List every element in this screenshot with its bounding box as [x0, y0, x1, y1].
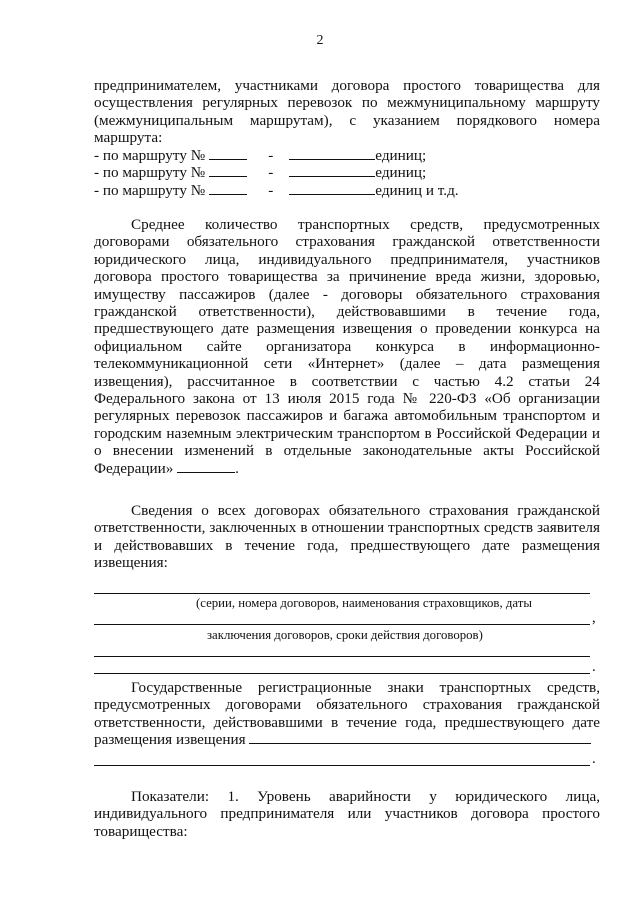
- route-suffix: единиц;: [375, 147, 427, 164]
- contracts-paragraph: Сведения о всех договорах обязательного страхования гражданской ответственности, заключенных в отношении транспортных средств заявителя и действовавших в течение года, предшествующего дате размещения извещения:: [94, 502, 600, 572]
- route-units-blank[interactable]: [289, 147, 375, 160]
- contracts-period: .: [592, 659, 596, 675]
- route-suffix: единиц и т.д.: [375, 181, 459, 199]
- contracts-line-3[interactable]: [94, 656, 590, 657]
- route-row-2: [94, 164, 600, 181]
- intro-paragraph: предпринимателем, участниками договора простого товарищества для осуществления регулярных перевозок по межмуниципальному маршруту (межмуниципальным маршрутам), с указанием порядкового номера маршрута:: [94, 77, 600, 147]
- route-units-blank[interactable]: [289, 164, 375, 177]
- route-prefix: - по маршруту №: [94, 147, 206, 164]
- route-row-1: [94, 147, 600, 164]
- route-dash: -: [268, 181, 274, 199]
- contracts-comma: ,: [592, 610, 596, 626]
- contracts-caption-1: (серии, номера договоров, наименования страховщиков, даты: [196, 596, 532, 610]
- contracts-line-4[interactable]: [94, 673, 590, 674]
- route-prefix: - по маршруту №: [94, 181, 206, 199]
- route-list: [94, 147, 600, 199]
- indicators-paragraph: Показатели: 1. Уровень аварийности у юридического лица, индивидуального предпринимателя или участников договора простого товарищества:: [94, 788, 600, 840]
- contracts-line-2[interactable]: [94, 624, 590, 625]
- route-units-blank[interactable]: [289, 182, 375, 195]
- registration-paragraph: [94, 679, 600, 749]
- page-number: 2: [316, 33, 324, 48]
- registration-text: Государственные регистрационные знаки транспортных средств, предусмотренных договорами обязательного страхования гражданской ответственности, действовавшими в течение года, предшествующего дате размещения извещения: [94, 679, 600, 749]
- route-dash: -: [268, 164, 274, 182]
- registration-period: .: [592, 751, 596, 767]
- contracts-caption-2: заключения договоров, сроки действия договоров): [207, 628, 483, 642]
- average-text: Среднее количество транспортных средств, предусмотренных договорами обязательного страхования гражданской ответственности юридического лица, индивидуального предпринимателя, участников договора простого товарищества за причинение вреда жизни, здоровью, имуществу пассажиров (далее - договоры обязательного страхования гражданской ответственности), действовавшими в течение года, предшествующего дате размещения извещения о проведении конкурса на официальном сайте организатора конкурса в информационно-телекоммуникационной сети «Интернет» (далее – дата размещения извещения), рассчитанное в соответствии с частью 4.2 статьи 24 Федерального закона от 13 июля 2015 года № 220-ФЗ «Об организации регулярных перевозок пассажиров и багажа автомобильным транспортом и городским наземным электрическим транспортом в Российской Федерации и о внесении изменений в отдельные законодательные акты Российской Федерации»: [94, 216, 600, 477]
- route-number-blank[interactable]: [209, 147, 247, 160]
- route-dash: -: [268, 147, 274, 164]
- contracts-line-1[interactable]: [94, 593, 590, 594]
- average-paragraph: [94, 216, 600, 477]
- registration-line-2[interactable]: [94, 765, 590, 766]
- registration-blank[interactable]: [249, 731, 591, 744]
- registration-block: [94, 679, 600, 749]
- contracts-block: [94, 502, 600, 572]
- route-suffix: единиц;: [375, 164, 427, 182]
- average-end: .: [235, 459, 239, 477]
- route-prefix: - по маршруту №: [94, 164, 206, 182]
- indicators-block: [94, 788, 600, 840]
- intro-block: [94, 77, 600, 147]
- route-row-3: [94, 182, 600, 199]
- average-block: [94, 216, 600, 477]
- route-number-blank[interactable]: [209, 182, 247, 195]
- route-number-blank[interactable]: [209, 164, 247, 177]
- average-count-blank[interactable]: [177, 460, 235, 473]
